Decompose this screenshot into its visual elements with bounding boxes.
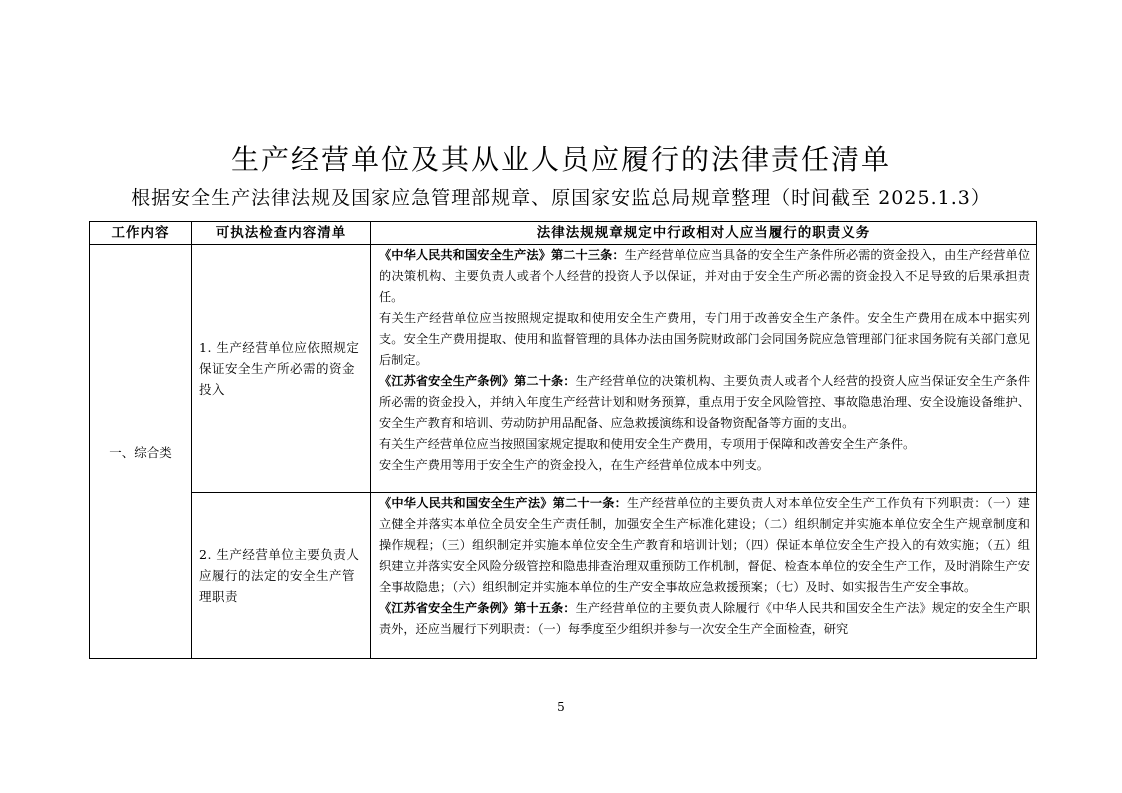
law-paragraph [379,308,1030,371]
law-text: 生产经营单位的主要负责人对本单位安全生产工作负有下列职责：（一）建立健全并落实本单位全员安全生产责任制，加强安全生产标准化建设；（二）组织制定并实施本单位安全生产规章制度和操作规程；（三）组织制定并实施本单位安全生产教育和培训计划；（四）保证本单位安全生产投入的有效实施；（五）组织建立并落实安全风险分级管控和隐患排查治理双重预防工作机制，督促、检查本单位的安全生产工作，及时消除生产安全事故隐患；（六）组织制定并实施本单位的生产安全事故应急救援预案；（七）及时、如实报告生产安全事故。 [379,496,1030,594]
law-citation: 《中华人民共和国安全生产法》第二十一条： [379,496,628,510]
law-text: 有关生产经营单位应当按照国家规定提取和使用安全生产费用，专项用于保障和改善安全生产条件。 [379,437,916,451]
header-inspection-items: 可执法检查内容清单 [192,222,371,245]
law-paragraph [379,598,1030,640]
responsibility-table [89,221,1037,659]
law-paragraph [379,434,1030,455]
law-text: 生产经营单位的主要负责人除履行《中华人民共和国安全生产法》规定的安全生产职责外，还应当履行下列职责：（一）每季度至少组织并参与一次安全生产全面检查，研究 [379,601,1030,636]
law-text: 生产经营单位的决策机构、主要负责人或者个人经营的投资人应当保证安全生产条件所必需的资金投入，并纳入年度生产经营计划和财务预算，重点用于安全风险管控、事故隐患治理、安全设施设备维护、安全生产教育和培训、劳动防护用品配备、应急救援演练和设备物资配备等方面的支出。 [379,374,1031,430]
table-row [90,493,1037,659]
inspection-item-cell: 2. 生产经营单位主要负责人应履行的法定的安全生产管理职责 [192,493,371,659]
header-legal-duties: 法律法规规章规定中行政相对人应当履行的职责义务 [371,222,1037,245]
page-number: 5 [557,700,565,714]
law-citation: 《江苏省安全生产条例》第十五条： [379,601,576,615]
header-work-content: 工作内容 [90,222,192,245]
legal-duty-cell [371,245,1037,493]
law-text: 生产经营单位应当具备的安全生产条件所必需的资金投入，由生产经营单位的决策机构、主要负责人或者个人经营的投资人予以保证，并对由于安全生产所必需的资金投入不足导致的后果承担责任。 [379,248,1031,304]
law-paragraph [379,371,1030,434]
law-paragraph [379,455,1030,476]
page-subtitle: 根据安全生产法律法规及国家应急管理部规章、原国家安监总局规章整理（时间截至 2025.1.3） [131,187,991,209]
law-citation: 《中华人民共和国安全生产法》第二十三条： [379,248,625,262]
category-cell: 一、综合类 [90,245,192,659]
law-paragraph [379,493,1030,598]
inspection-item-cell: 1. 生产经营单位应依照规定保证安全生产所必需的资金投入 [192,245,371,493]
page-title: 生产经营单位及其从业人员应履行的法律责任清单 [230,143,891,176]
law-paragraph [379,245,1030,308]
law-text: 有关生产经营单位应当按照规定提取和使用安全生产费用，专门用于改善安全生产条件。安全生产费用在成本中据实列支。安全生产费用提取、使用和监督管理的具体办法由国务院财政部门会同国务院应急管理部门征求国务院有关部门意见后制定。 [379,311,1030,367]
law-text: 安全生产费用等用于安全生产的资金投入，在生产经营单位成本中列支。 [379,458,769,472]
law-citation: 《江苏省安全生产条例》第二十条： [379,374,576,388]
legal-duty-cell [371,493,1037,659]
table-row [90,245,1037,493]
table-header-row [90,222,1037,245]
